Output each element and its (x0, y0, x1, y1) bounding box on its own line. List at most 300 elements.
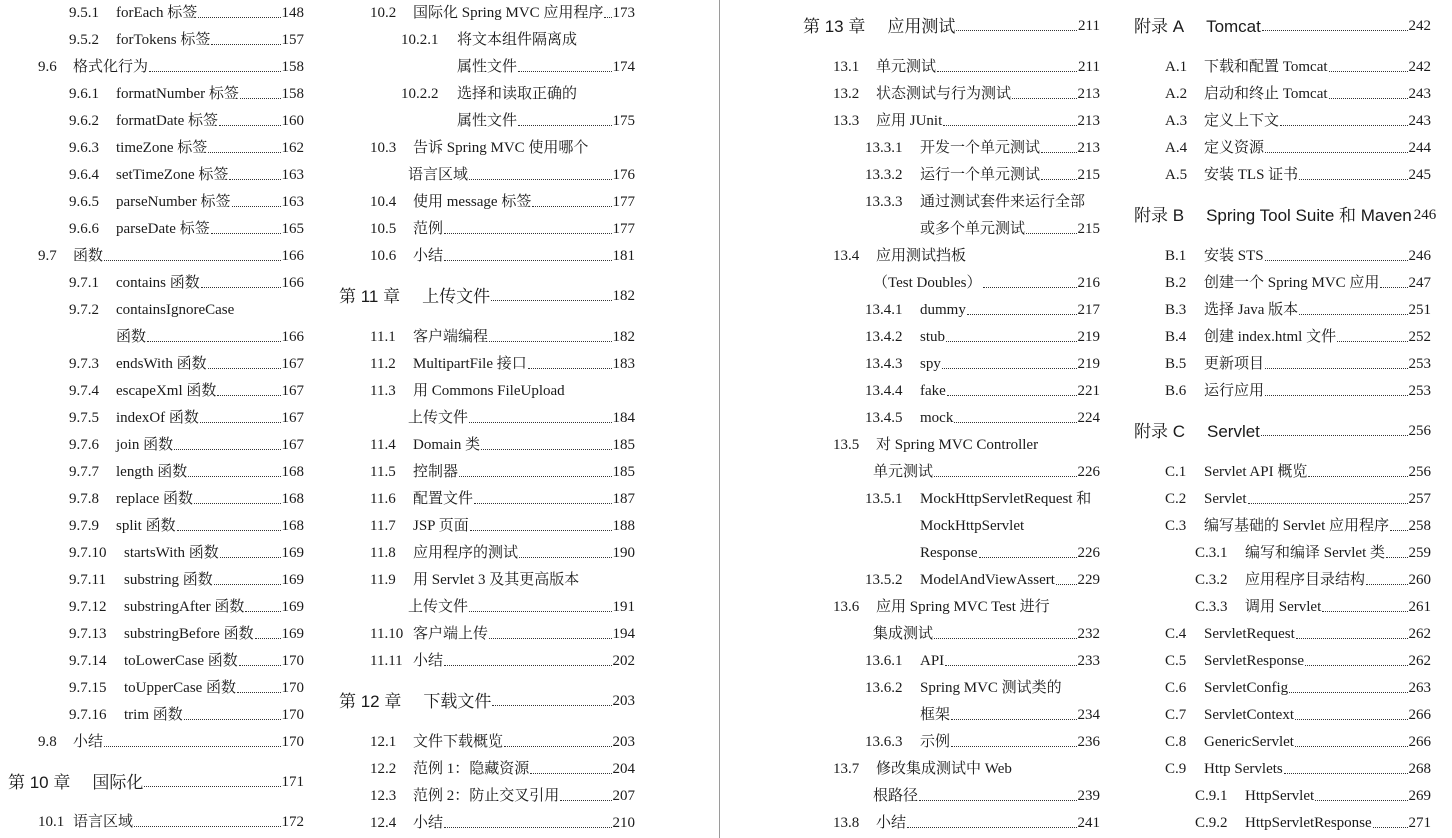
dot-leader (1289, 675, 1407, 702)
toc-chapter-entry[interactable] (1125, 13, 1431, 40)
toc-entry[interactable] (795, 810, 1100, 837)
toc-entry[interactable] (795, 243, 1100, 270)
toc-entry[interactable] (795, 783, 1100, 810)
toc-entry[interactable] (330, 756, 635, 783)
toc-chapter-entry[interactable] (795, 13, 1100, 40)
section-title: 通过测试套件来运行全部 (920, 194, 1086, 210)
section-number: 12.4 (370, 815, 397, 831)
section-number: 11.10 (370, 626, 404, 642)
toc-entry[interactable] (1125, 783, 1431, 810)
toc-entry[interactable] (330, 648, 635, 675)
dot-leader (1329, 81, 1408, 108)
section-title: 属性文件 (457, 113, 518, 129)
page-number: 269 (1408, 788, 1431, 804)
toc-entry[interactable] (330, 81, 635, 108)
toc-entry[interactable] (0, 621, 304, 648)
chapter-number: 附录 A (1134, 17, 1185, 36)
section-number: A.3 (1165, 113, 1188, 129)
section-title: containsIgnoreCase (116, 302, 235, 318)
section-title: 函数 (116, 329, 147, 345)
page-number: 167 (281, 410, 304, 426)
section-title: 运行应用 (1204, 383, 1265, 399)
section-number: 9.7.9 (69, 518, 99, 534)
page-number: 256 (1408, 423, 1431, 439)
toc-entry[interactable] (330, 216, 635, 243)
toc-entry[interactable] (0, 54, 304, 81)
dot-leader (491, 283, 611, 310)
page-number: 170 (281, 653, 304, 669)
dot-leader (232, 189, 281, 216)
dot-leader (1012, 81, 1076, 108)
toc-entry[interactable] (1125, 297, 1431, 324)
section-title: startsWith 函数 (124, 545, 219, 561)
toc-entry[interactable] (795, 648, 1100, 675)
section-title: 对 Spring MVC Controller (876, 437, 1039, 453)
section-title: Domain 类 (413, 437, 481, 453)
toc-entry[interactable] (0, 513, 304, 540)
section-title: 配置文件 (413, 491, 474, 507)
dot-leader (1315, 783, 1407, 810)
dot-leader (219, 108, 280, 135)
toc-entry[interactable] (795, 216, 1100, 243)
section-title: 状态测试与行为测试 (876, 86, 1012, 102)
page-number: 258 (1408, 518, 1431, 534)
toc-entry[interactable] (1125, 540, 1431, 567)
toc-entry[interactable] (1125, 54, 1431, 81)
section-title: JSP 页面 (413, 518, 469, 534)
section-title: 或多个单元测试 (920, 221, 1026, 237)
dot-leader (967, 297, 1077, 324)
toc-entry[interactable] (330, 54, 635, 81)
section-number: 13.1 (833, 59, 860, 75)
section-title: 范例 1：隐藏资源 (413, 761, 530, 777)
toc-entry[interactable] (0, 702, 304, 729)
toc-entry[interactable] (330, 621, 635, 648)
dot-leader (1380, 270, 1407, 297)
page-number: 168 (281, 464, 304, 480)
toc-entry[interactable] (795, 756, 1100, 783)
section-title: Servlet API 概览 (1204, 464, 1308, 480)
toc-entry[interactable] (0, 540, 304, 567)
dot-leader (489, 621, 611, 648)
toc-entry[interactable] (1125, 108, 1431, 135)
section-title: ServletConfig (1204, 680, 1289, 696)
section-title: 示例 (920, 734, 951, 750)
toc-entry[interactable] (0, 405, 304, 432)
dot-leader (1261, 418, 1408, 445)
toc-chapter-entry[interactable] (1125, 202, 1437, 229)
dot-leader (184, 702, 281, 729)
section-number: 9.7.16 (69, 707, 107, 723)
toc-entry[interactable] (795, 594, 1100, 621)
section-number: 13.5 (833, 437, 860, 453)
page-number: 188 (612, 518, 635, 534)
toc-entry[interactable] (1125, 243, 1431, 270)
page-number: 266 (1408, 734, 1431, 750)
page-number: 167 (281, 383, 304, 399)
dot-leader (1329, 54, 1408, 81)
toc-entry[interactable] (795, 702, 1100, 729)
dot-leader (1295, 702, 1408, 729)
section-title: 应用 Spring MVC Test 进行 (876, 599, 1050, 615)
section-title: Spring MVC 测试类的 (920, 680, 1062, 696)
toc-entry[interactable] (0, 459, 304, 486)
page-number: 202 (612, 653, 635, 669)
page-number: 191 (612, 599, 635, 615)
toc-entry[interactable] (0, 243, 304, 270)
dot-leader (1390, 513, 1408, 540)
toc-entry[interactable] (795, 729, 1100, 756)
page-number: 169 (281, 572, 304, 588)
toc-entry[interactable] (330, 513, 635, 540)
page-number: 174 (612, 59, 635, 75)
toc-entry[interactable] (1125, 270, 1431, 297)
section-number: 13.6.3 (865, 734, 903, 750)
toc-entry[interactable] (330, 783, 635, 810)
page-number: 219 (1077, 329, 1100, 345)
section-title: GenericServlet (1204, 734, 1294, 750)
dot-leader (214, 567, 281, 594)
page-number: 256 (1408, 464, 1431, 480)
section-number: 11.5 (370, 464, 396, 480)
page-number: 169 (281, 545, 304, 561)
section-number: 13.4.1 (865, 302, 903, 318)
chapter-title: Spring Tool Suite 和 Maven (1206, 206, 1412, 225)
toc-entry[interactable] (0, 135, 304, 162)
toc-entry[interactable] (330, 324, 635, 351)
toc-entry[interactable] (330, 135, 635, 162)
toc-entry[interactable] (330, 729, 635, 756)
section-title: （Test Doubles） (873, 275, 982, 291)
section-title: 小结 (876, 815, 907, 831)
toc-entry[interactable] (330, 405, 635, 432)
dot-leader (255, 621, 281, 648)
chapter-number: 附录 C (1134, 422, 1185, 441)
toc-entry[interactable] (330, 540, 635, 567)
page-number: 224 (1077, 410, 1100, 426)
toc-entry[interactable] (0, 324, 304, 351)
page-number: 271 (1408, 815, 1431, 831)
section-number: 9.6.6 (69, 221, 99, 237)
section-title: ServletRequest (1204, 626, 1295, 642)
toc-entry[interactable] (1125, 459, 1431, 486)
section-number: B.4 (1165, 329, 1187, 345)
section-number: 13.6.1 (865, 653, 903, 669)
toc-chapter-entry[interactable] (1125, 418, 1431, 445)
dot-leader (1041, 135, 1076, 162)
toc-entry[interactable] (0, 486, 304, 513)
section-title: 运行一个单元测试 (920, 167, 1041, 183)
toc-entry[interactable] (795, 297, 1100, 324)
section-title: 应用程序目录结构 (1245, 572, 1366, 588)
section-title: forTokens 标签 (116, 32, 211, 48)
toc-entry[interactable] (0, 0, 304, 27)
dot-leader (934, 459, 1076, 486)
page-number: 243 (1408, 86, 1431, 102)
section-number: A.1 (1165, 59, 1188, 75)
dot-leader (489, 324, 611, 351)
page-number: 204 (612, 761, 635, 777)
section-number: A.4 (1165, 140, 1188, 156)
dot-leader (188, 459, 280, 486)
page-number: 163 (281, 167, 304, 183)
section-number: 9.7.2 (69, 302, 99, 318)
toc-entry[interactable] (795, 432, 1100, 459)
page-number: 177 (612, 194, 635, 210)
dot-leader (1056, 567, 1077, 594)
page-number: 169 (281, 599, 304, 615)
page-number: 268 (1408, 761, 1431, 777)
toc-entry[interactable] (0, 648, 304, 675)
toc-entry[interactable] (795, 351, 1100, 378)
page-number: 177 (612, 221, 635, 237)
toc-entry[interactable] (330, 486, 635, 513)
toc-entry[interactable] (795, 486, 1100, 513)
toc-entry[interactable] (795, 540, 1100, 567)
page-number: 187 (612, 491, 635, 507)
section-title: 调用 Servlet (1245, 599, 1322, 615)
page-number: 203 (612, 693, 635, 709)
toc-entry[interactable] (1125, 648, 1431, 675)
toc-entry[interactable] (330, 567, 635, 594)
dot-leader (954, 405, 1076, 432)
dot-leader (1305, 648, 1408, 675)
page-number: 257 (1408, 491, 1431, 507)
toc-entry[interactable] (330, 108, 635, 135)
page-number: 266 (1408, 707, 1431, 723)
toc-entry[interactable] (795, 81, 1100, 108)
toc-entry[interactable] (330, 432, 635, 459)
dot-leader (201, 270, 281, 297)
toc-entry[interactable] (1125, 729, 1431, 756)
section-number: C.6 (1165, 680, 1187, 696)
section-number: 13.7 (833, 761, 860, 777)
toc-entry[interactable] (0, 432, 304, 459)
toc-entry[interactable] (795, 54, 1100, 81)
dot-leader (444, 243, 611, 270)
toc-entry[interactable] (795, 459, 1100, 486)
toc-entry[interactable] (330, 810, 635, 837)
toc-entry[interactable] (1125, 567, 1431, 594)
toc-entry[interactable] (795, 108, 1100, 135)
dot-leader (459, 459, 611, 486)
dot-leader (144, 769, 280, 796)
toc-entry[interactable] (0, 189, 304, 216)
toc-entry[interactable] (1125, 675, 1431, 702)
toc-entry[interactable] (1125, 378, 1431, 405)
section-title: API (920, 653, 945, 669)
section-number: 13.4 (833, 248, 860, 264)
toc-entry[interactable] (1125, 594, 1431, 621)
toc-entry[interactable] (1125, 621, 1431, 648)
chapter-title: Servlet (1207, 422, 1260, 441)
toc-entry[interactable] (1125, 324, 1431, 351)
section-title: 编写和编译 Servlet 类 (1245, 545, 1385, 561)
section-number: B.3 (1165, 302, 1187, 318)
dot-leader (1337, 324, 1407, 351)
toc-chapter-entry[interactable] (330, 283, 635, 310)
dot-leader (211, 27, 280, 54)
section-title: 范例 2：防止交叉引用 (413, 788, 560, 804)
section-number: C.4 (1165, 626, 1187, 642)
dot-leader (1041, 162, 1076, 189)
section-number: 13.3.1 (865, 140, 903, 156)
dot-leader (1296, 621, 1408, 648)
page-number: 185 (612, 464, 635, 480)
page-number: 246 (1413, 207, 1437, 223)
chapter-title: 下载文件 (423, 692, 492, 711)
section-title: 将文本组件隔离成 (457, 32, 578, 48)
dot-leader (194, 486, 280, 513)
section-title: HttpServlet (1245, 788, 1315, 804)
dot-leader (208, 351, 281, 378)
toc-entry[interactable] (1125, 513, 1431, 540)
toc-entry[interactable] (0, 216, 304, 243)
page-number: 176 (612, 167, 635, 183)
section-number: 13.4.5 (865, 410, 903, 426)
page-number: 229 (1077, 572, 1100, 588)
page-number: 236 (1077, 734, 1100, 750)
section-title: Servlet (1204, 491, 1247, 507)
toc-entry[interactable] (1125, 756, 1431, 783)
toc-entry[interactable] (0, 162, 304, 189)
toc-entry[interactable] (330, 594, 635, 621)
toc-entry[interactable] (330, 351, 635, 378)
chapter-title: Tomcat (1206, 17, 1261, 36)
dot-leader (1366, 567, 1407, 594)
dot-leader (1265, 243, 1408, 270)
page-number: 216 (1077, 275, 1100, 291)
page-number: 207 (612, 788, 635, 804)
toc-entry[interactable] (0, 567, 304, 594)
dot-leader (239, 648, 281, 675)
page-number: 251 (1408, 302, 1431, 318)
toc-entry[interactable] (0, 809, 304, 836)
dot-leader (942, 351, 1077, 378)
dot-leader (177, 513, 281, 540)
section-number: C.9 (1165, 761, 1187, 777)
section-number: 9.7.3 (69, 356, 99, 372)
page-number: 263 (1408, 680, 1431, 696)
dot-leader (1299, 162, 1407, 189)
toc-entry[interactable] (0, 81, 304, 108)
toc-entry[interactable] (795, 513, 1100, 540)
section-number: 13.5.1 (865, 491, 903, 507)
page-number: 170 (281, 680, 304, 696)
toc-entry[interactable] (0, 27, 304, 54)
toc-entry[interactable] (330, 243, 635, 270)
page-number: 262 (1408, 626, 1431, 642)
toc-entry[interactable] (795, 378, 1100, 405)
section-number: 13.8 (833, 815, 860, 831)
section-number: B.2 (1165, 275, 1187, 291)
toc-entry[interactable] (0, 270, 304, 297)
toc-entry[interactable] (0, 351, 304, 378)
toc-entry[interactable] (795, 567, 1100, 594)
toc-entry[interactable] (795, 162, 1100, 189)
section-title: parseDate 标签 (116, 221, 210, 237)
section-title: 函数 (73, 248, 104, 264)
section-number: 10.2.1 (401, 32, 439, 48)
toc-entry[interactable] (795, 675, 1100, 702)
section-title: formatDate 标签 (116, 113, 219, 129)
chapter-title: 上传文件 (422, 287, 491, 306)
dot-leader (1262, 13, 1408, 40)
toc-entry[interactable] (1125, 702, 1431, 729)
toc-entry[interactable] (0, 675, 304, 702)
section-title: formatNumber 标签 (116, 86, 239, 102)
chapter-number: 第 11 章 (339, 287, 401, 306)
toc-entry[interactable] (0, 108, 304, 135)
page-number: 170 (281, 734, 304, 750)
dot-leader (1265, 135, 1407, 162)
page-number: 246 (1408, 248, 1431, 264)
section-title: contains 函数 (116, 275, 200, 291)
page-number: 194 (612, 626, 635, 642)
page-number: 166 (281, 248, 304, 264)
chapter-number: 第 13 章 (803, 17, 866, 36)
dot-leader (951, 702, 1076, 729)
toc-chapter-entry[interactable] (0, 769, 304, 796)
toc-entry[interactable] (795, 135, 1100, 162)
toc-entry[interactable] (330, 378, 635, 405)
page-number: 247 (1408, 275, 1431, 291)
toc-entry[interactable] (795, 405, 1100, 432)
section-title: 文件下载概览 (413, 734, 504, 750)
section-title: 安装 STS (1204, 248, 1264, 264)
section-title: 用 Servlet 3 及其更高版本 (413, 572, 580, 588)
page-number: 167 (281, 356, 304, 372)
page-number: 234 (1077, 707, 1100, 723)
dot-leader (444, 216, 611, 243)
dot-leader (1284, 756, 1408, 783)
page-number: 242 (1408, 59, 1431, 75)
toc-entry[interactable] (0, 297, 304, 324)
toc-entry[interactable] (0, 729, 304, 756)
toc-entry[interactable] (330, 189, 635, 216)
toc-entry[interactable] (795, 324, 1100, 351)
toc-entry[interactable] (1125, 135, 1431, 162)
toc-entry[interactable] (795, 270, 1100, 297)
toc-entry[interactable] (330, 27, 635, 54)
dot-leader (147, 324, 280, 351)
toc-entry[interactable] (1125, 351, 1431, 378)
toc-entry[interactable] (330, 162, 635, 189)
toc-entry[interactable] (330, 0, 635, 27)
section-number: 13.3 (833, 113, 860, 129)
toc-entry[interactable] (795, 621, 1100, 648)
page-number: 158 (281, 59, 304, 75)
section-title: 小结 (413, 653, 444, 669)
toc-entry[interactable] (0, 594, 304, 621)
toc-entry[interactable] (1125, 162, 1431, 189)
section-title: toLowerCase 函数 (124, 653, 238, 669)
dot-leader (945, 648, 1076, 675)
toc-chapter-entry[interactable] (330, 688, 635, 715)
section-number: 9.8 (38, 734, 57, 750)
toc-entry[interactable] (0, 378, 304, 405)
section-number: 13.6 (833, 599, 860, 615)
dot-leader (245, 594, 280, 621)
toc-entry[interactable] (795, 189, 1100, 216)
toc-entry[interactable] (1125, 81, 1431, 108)
section-title: split 函数 (116, 518, 176, 534)
toc-entry[interactable] (1125, 486, 1431, 513)
toc-entry[interactable] (1125, 810, 1431, 837)
section-title: 小结 (413, 815, 444, 831)
toc-entry[interactable] (330, 459, 635, 486)
section-title: MockHttpServletRequest 和 (920, 491, 1092, 507)
